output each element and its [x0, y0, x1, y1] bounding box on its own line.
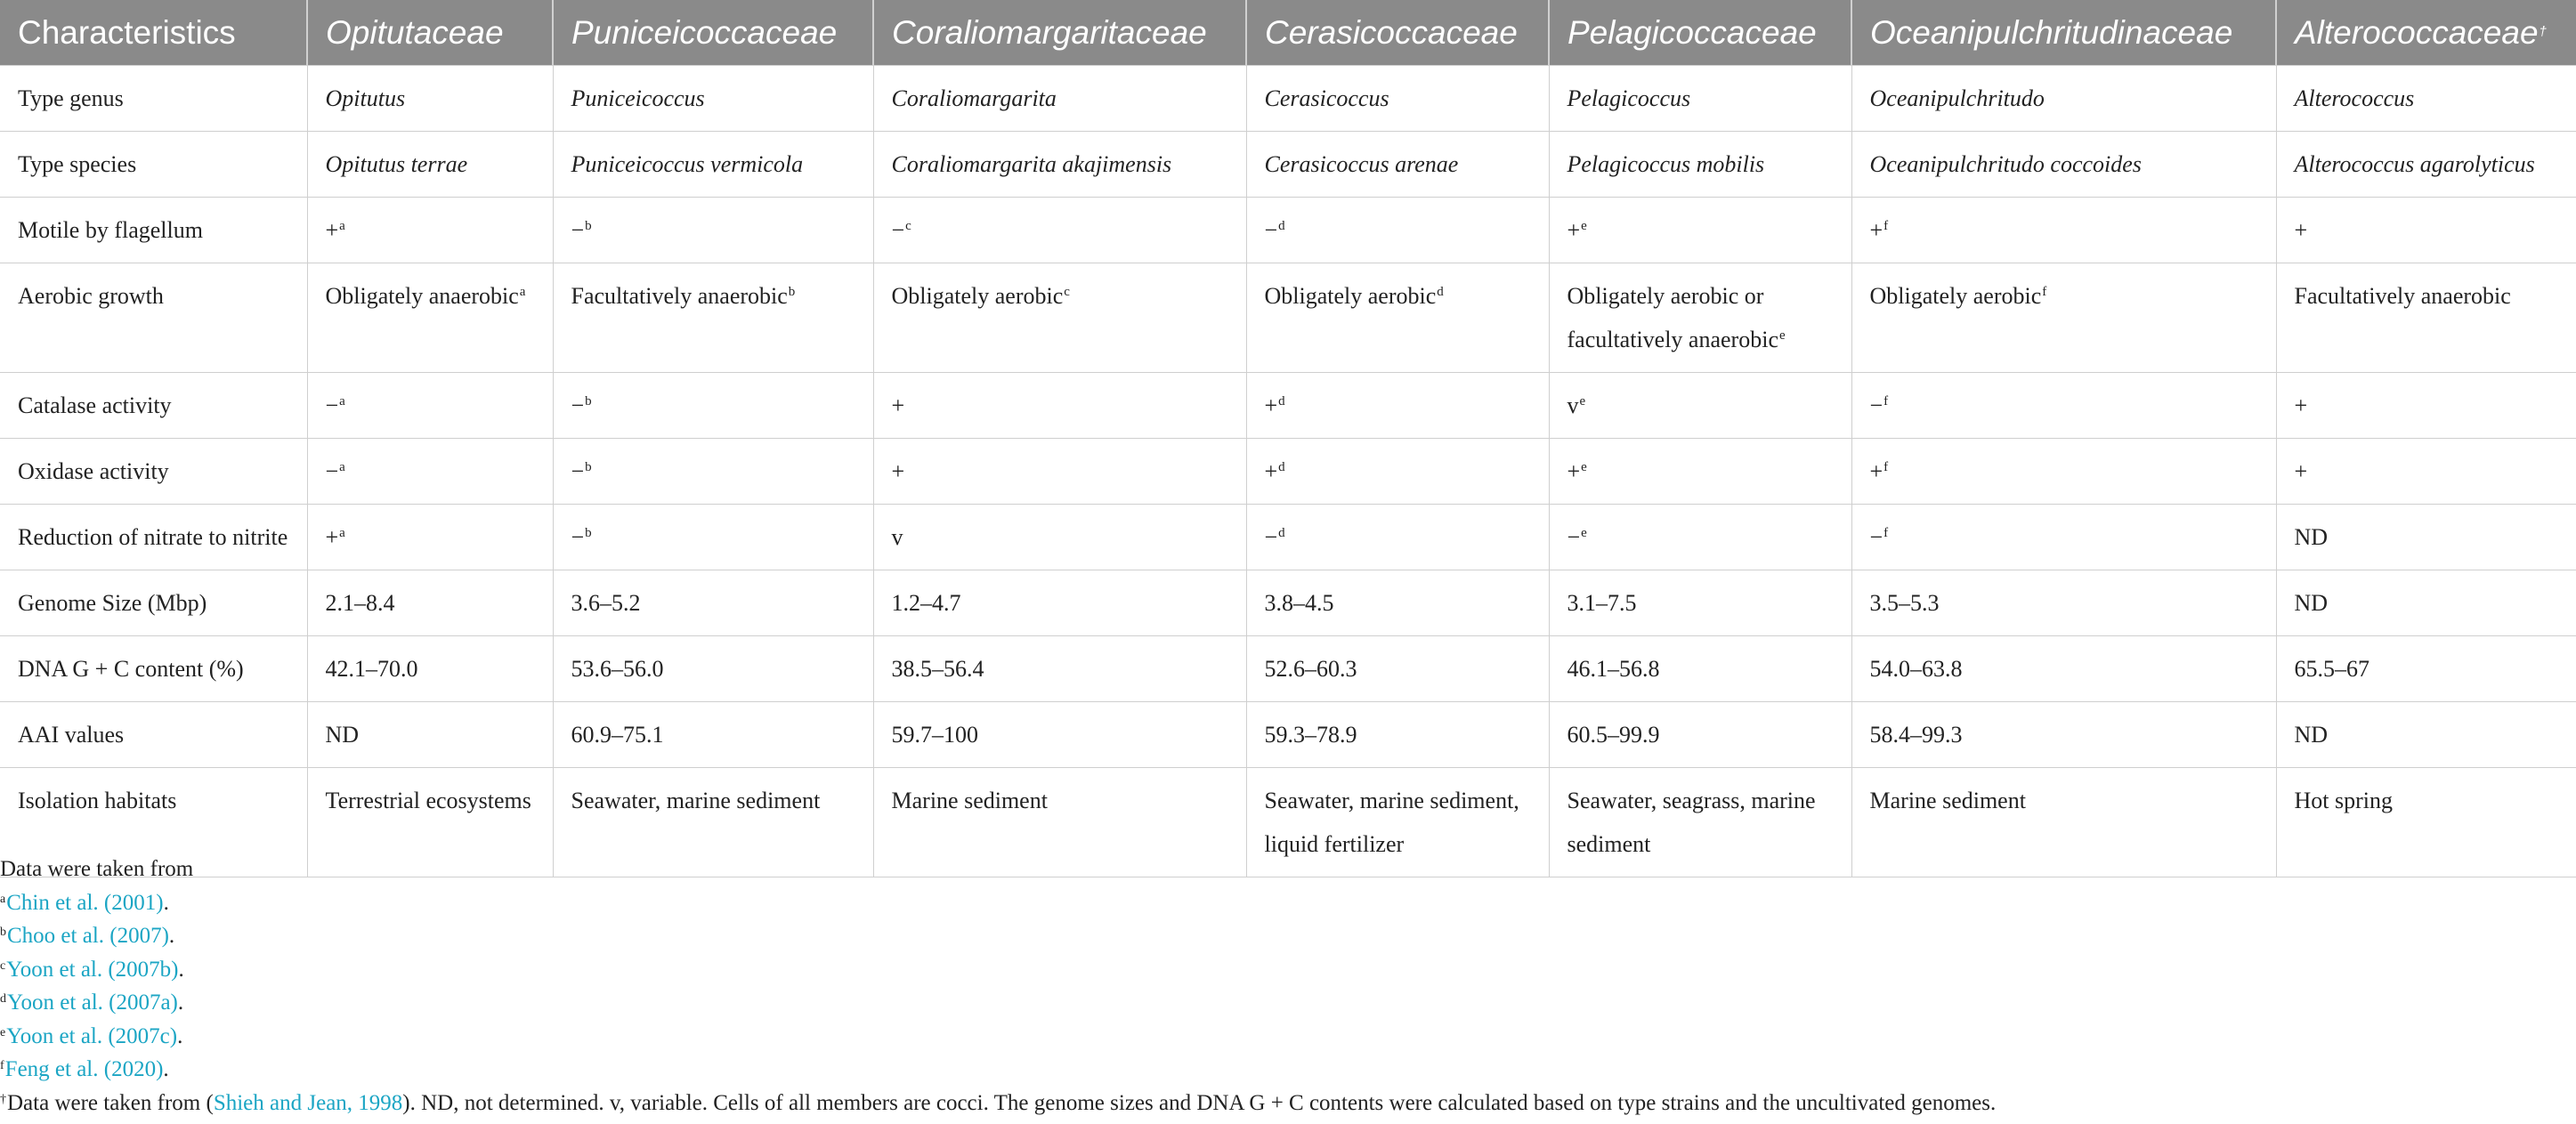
reference-mark: e: [0, 1025, 6, 1039]
cell-value: 3.1–7.5: [1567, 590, 1637, 616]
cell-footnote-mark: d: [1278, 460, 1285, 474]
table-cell: [553, 198, 873, 263]
cell-value: 42.1–70.0: [325, 656, 418, 682]
cell-value: ND: [2294, 590, 2329, 616]
table-cell: [307, 636, 553, 702]
table-cell: [2276, 570, 2576, 636]
cell-value: Cerasicoccus: [1264, 85, 1389, 111]
table-cell: [307, 570, 553, 636]
cell-value: Facultatively anaerobic: [571, 283, 788, 309]
cell-value: +: [2294, 458, 2308, 484]
cell-value: Opitutus terrae: [325, 151, 468, 177]
table-cell: [1549, 702, 1851, 768]
cell-value: 38.5–56.4: [891, 656, 984, 682]
table-cell: [1851, 439, 2276, 505]
footnote-reference: [0, 919, 1996, 953]
table-row: [0, 505, 2576, 570]
header-footnote-mark: †: [2539, 23, 2547, 39]
table-cell: [873, 702, 1246, 768]
reference-mark: a: [0, 892, 6, 906]
table-cell: [1851, 570, 2276, 636]
header-family-5: [1549, 0, 1851, 66]
cell-value: 58.4–99.3: [1869, 722, 1963, 748]
cell-footnote-mark: a: [339, 394, 345, 408]
cell-value: Facultatively anaerobic: [2294, 283, 2511, 309]
table-row: [0, 439, 2576, 505]
cell-value: −: [1869, 524, 1883, 550]
row-label: Oxidase activity: [0, 439, 307, 505]
table-cell: [553, 132, 873, 198]
cell-value: Seawater, marine sediment: [571, 788, 821, 813]
table-cell: [1246, 636, 1549, 702]
cell-footnote-mark: a: [339, 219, 345, 233]
table-cell: [1549, 66, 1851, 132]
cell-value: −: [325, 392, 339, 418]
cell-value: 2.1–8.4: [325, 590, 395, 616]
cell-value: Puniceicoccus: [571, 85, 705, 111]
cell-value: −: [571, 217, 585, 243]
cell-value: −: [571, 392, 585, 418]
row-label: Type genus: [0, 66, 307, 132]
table-cell: [1549, 263, 1851, 373]
table-cell: [553, 263, 873, 373]
table-cell: [873, 198, 1246, 263]
table-cell: [1246, 702, 1549, 768]
row-label: Reduction of nitrate to nitrite: [0, 505, 307, 570]
cell-value: 60.9–75.1: [571, 722, 664, 748]
dagger-citation-link[interactable]: Shieh and Jean, 1998: [213, 1090, 403, 1115]
cell-value: +: [1567, 217, 1581, 243]
dagger-mark: †: [0, 1092, 6, 1106]
table-cell: [307, 505, 553, 570]
cell-footnote-mark: e: [1581, 526, 1587, 540]
table-cell: [1549, 636, 1851, 702]
header-label: Pelagicoccaceae: [1567, 13, 1817, 51]
cell-value: +: [325, 524, 339, 550]
table-cell: [307, 198, 553, 263]
table-cell: [307, 66, 553, 132]
cell-footnote-mark: d: [1278, 219, 1285, 233]
cell-footnote-mark: e: [1581, 460, 1587, 474]
reference-mark: d: [0, 992, 6, 1006]
table-cell: [1549, 439, 1851, 505]
table-cell: [873, 570, 1246, 636]
cell-value: Obligately aerobic or facultatively anaerobic: [1567, 283, 1778, 352]
cell-footnote-mark: a: [339, 526, 345, 540]
cell-value: −: [1567, 524, 1581, 550]
cell-footnote-mark: f: [1883, 526, 1889, 540]
footnote-reference: [0, 986, 1996, 1020]
cell-value: +: [1869, 217, 1883, 243]
cell-footnote-mark: d: [1278, 394, 1285, 408]
row-label: DNA G + C content (%): [0, 636, 307, 702]
table-body: [0, 66, 2576, 877]
cell-footnote-mark: b: [585, 219, 592, 233]
cell-value: Seawater, marine sediment, liquid fertilizer: [1264, 788, 1519, 857]
cell-value: +: [1264, 458, 1278, 484]
table-cell: [553, 373, 873, 439]
cell-value: +: [2294, 392, 2308, 418]
table-cell: [873, 373, 1246, 439]
table-cell: [1851, 132, 2276, 198]
table-cell: [2276, 66, 2576, 132]
cell-value: 1.2–4.7: [891, 590, 961, 616]
cell-value: Obligately aerobic: [1869, 283, 2042, 309]
table-cell: [2276, 263, 2576, 373]
table-cell: [1549, 505, 1851, 570]
cell-value: v: [891, 524, 903, 550]
cell-value: +: [891, 392, 905, 418]
cell-value: 59.3–78.9: [1264, 722, 1357, 748]
cell-value: 3.6–5.2: [571, 590, 641, 616]
cell-value: −: [325, 458, 339, 484]
table-cell: [873, 66, 1246, 132]
table-cell: [1549, 373, 1851, 439]
cell-footnote-mark: e: [1579, 394, 1586, 408]
cell-footnote-mark: b: [585, 460, 592, 474]
table-cell: [1246, 198, 1549, 263]
cell-value: 60.5–99.9: [1567, 722, 1660, 748]
cell-value: +: [891, 458, 905, 484]
header-label: Alterococcaceae: [2295, 13, 2539, 51]
table-cell: [553, 439, 873, 505]
table-row: [0, 636, 2576, 702]
header-label: Puniceicoccaceae: [571, 13, 838, 51]
cell-value: 3.5–5.3: [1869, 590, 1940, 616]
cell-footnote-mark: b: [585, 526, 592, 540]
table-cell: [1246, 570, 1549, 636]
row-label: Isolation habitats: [0, 768, 307, 877]
table-row: [0, 132, 2576, 198]
cell-footnote-mark: b: [788, 285, 796, 299]
table-cell: [553, 66, 873, 132]
cell-value: Marine sediment: [1869, 788, 2026, 813]
cell-value: Opitutus: [325, 85, 406, 111]
table-cell: [1246, 132, 1549, 198]
table-cell: [2276, 702, 2576, 768]
table-cell: [307, 132, 553, 198]
table-cell: [1851, 263, 2276, 373]
cell-value: 59.7–100: [891, 722, 978, 748]
table-cell: [873, 636, 1246, 702]
table-cell: [873, 132, 1246, 198]
cell-value: 46.1–56.8: [1567, 656, 1660, 682]
header-label: Opitutaceae: [326, 13, 504, 51]
cell-footnote-mark: f: [2042, 285, 2047, 299]
cell-value: Alterococcus agarolyticus: [2294, 151, 2535, 177]
table-cell: [1246, 505, 1549, 570]
table-cell: [1549, 570, 1851, 636]
header-family-6: [1851, 0, 2276, 66]
table-cell: [1851, 505, 2276, 570]
cell-footnote-mark: f: [1883, 219, 1889, 233]
table-cell: [1246, 66, 1549, 132]
cell-value: ND: [325, 722, 360, 748]
cell-footnote-mark: c: [905, 219, 911, 233]
table-cell: [307, 702, 553, 768]
cell-value: −: [1869, 392, 1883, 418]
cell-footnote-mark: d: [1278, 526, 1285, 540]
header-label: Coraliomargaritaceae: [892, 13, 1207, 51]
header-label: Cerasicoccaceae: [1265, 13, 1518, 51]
cell-value: +: [1567, 458, 1581, 484]
table-cell: [553, 570, 873, 636]
cell-value: Coraliomargarita akajimensis: [891, 151, 1172, 177]
cell-footnote-mark: e: [1778, 328, 1786, 343]
footnote-reference: [0, 953, 1996, 987]
cell-value: 3.8–4.5: [1264, 590, 1334, 616]
citation-link[interactable]: Yoon et al. (2007c): [6, 1023, 178, 1048]
table-cell: [2276, 636, 2576, 702]
citation-link[interactable]: Feng et al. (2020): [4, 1057, 164, 1081]
cell-value: −: [891, 217, 905, 243]
cell-value: v: [1567, 392, 1579, 418]
header-label: Oceanipulchritudinaceae: [1870, 13, 2233, 51]
table-cell: [873, 439, 1246, 505]
cell-value: Obligately aerobic: [1264, 283, 1437, 309]
table-cell: [873, 263, 1246, 373]
cell-value: 65.5–67: [2294, 656, 2369, 682]
cell-value: −: [1264, 217, 1278, 243]
cell-value: 53.6–56.0: [571, 656, 664, 682]
header-family-2: [553, 0, 873, 66]
dagger-text-before: Data were taken from (: [7, 1090, 214, 1115]
cell-footnote-mark: e: [1581, 219, 1587, 233]
cell-footnote-mark: d: [1437, 285, 1444, 299]
cell-value: 54.0–63.8: [1869, 656, 1963, 682]
header-label: Characteristics: [18, 13, 236, 51]
table-cell: [2276, 439, 2576, 505]
table-row: [0, 702, 2576, 768]
table-cell: [2276, 198, 2576, 263]
reference-end: .: [177, 991, 184, 1015]
cell-value: Terrestrial ecosystems: [325, 788, 531, 813]
footnote-intro: Data were taken from: [0, 857, 194, 881]
row-label: Genome Size (Mbp): [0, 570, 307, 636]
footnote-dagger: [0, 1087, 1996, 1120]
table-cell: [1246, 263, 1549, 373]
reference-end: .: [178, 957, 184, 982]
cell-value: +: [2294, 217, 2308, 243]
reference-mark: b: [0, 926, 6, 939]
cell-value: +: [325, 217, 339, 243]
cell-footnote-mark: a: [339, 460, 345, 474]
cell-value: +: [1869, 458, 1883, 484]
cell-value: Puniceicoccus vermicola: [571, 151, 804, 177]
table-cell: [1549, 132, 1851, 198]
cell-footnote-mark: a: [519, 285, 526, 299]
header-family-1: [307, 0, 553, 66]
cell-value: ND: [2294, 524, 2329, 550]
cell-value: Marine sediment: [891, 788, 1048, 813]
cell-value: ND: [2294, 722, 2329, 748]
row-label: Type species: [0, 132, 307, 198]
cell-footnote-mark: f: [1883, 460, 1889, 474]
table-row: [0, 373, 2576, 439]
reference-mark: f: [0, 1059, 4, 1072]
footnote-reference: [0, 886, 1996, 920]
table-cell: [1851, 198, 2276, 263]
header-characteristics: [0, 0, 307, 66]
table-cell: [553, 636, 873, 702]
row-label: Catalase activity: [0, 373, 307, 439]
reference-end: .: [177, 1023, 183, 1048]
dagger-text-after: ). ND, not determined. v, variable. Cells of all members are cocci. The genome sizes and DNA G + C contents were calculated based on type strains and the uncultivated genomes.: [402, 1090, 1997, 1115]
cell-footnote-mark: b: [585, 394, 592, 408]
table-cell: [307, 373, 553, 439]
table-header: [0, 0, 2576, 66]
cell-footnote-mark: c: [1064, 285, 1070, 299]
cell-value: −: [571, 524, 585, 550]
table-cell: [2276, 768, 2576, 877]
table-cell: [1851, 636, 2276, 702]
table-cell: [873, 505, 1246, 570]
header-family-7: [2276, 0, 2576, 66]
table-row: [0, 66, 2576, 132]
reference-end: .: [163, 1057, 169, 1081]
cell-value: Seawater, seagrass, marine sediment: [1567, 788, 1816, 857]
table-cell: [1246, 439, 1549, 505]
row-label: Aerobic growth: [0, 263, 307, 373]
table-cell: [1851, 373, 2276, 439]
table-cell: [2276, 132, 2576, 198]
citation-link[interactable]: Choo et al. (2007): [7, 924, 169, 948]
cell-value: Obligately aerobic: [891, 283, 1064, 309]
table-cell: [553, 505, 873, 570]
table-cell: [307, 439, 553, 505]
footnote-reference: [0, 1020, 1996, 1054]
cell-value: Pelagicoccus mobilis: [1567, 151, 1765, 177]
table-row: [0, 263, 2576, 373]
table-row: [0, 198, 2576, 263]
cell-value: −: [571, 458, 585, 484]
cell-value: Coraliomargarita: [891, 85, 1057, 111]
row-label: AAI values: [0, 702, 307, 768]
cell-value: Oceanipulchritudo: [1869, 85, 2045, 111]
table-cell: [2276, 373, 2576, 439]
table-cell: [1549, 198, 1851, 263]
header-family-4: [1246, 0, 1549, 66]
reference-end: .: [163, 890, 169, 915]
table-cell: [1246, 373, 1549, 439]
table-row: [0, 570, 2576, 636]
cell-value: Hot spring: [2294, 788, 2393, 813]
reference-mark: c: [0, 958, 6, 973]
table-cell: [307, 263, 553, 373]
cell-value: Obligately anaerobic: [325, 283, 519, 309]
header-family-3: [873, 0, 1246, 66]
cell-value: Pelagicoccus: [1567, 85, 1691, 111]
reference-end: .: [168, 924, 175, 948]
footnotes: [0, 853, 1996, 1120]
cell-value: Cerasicoccus arenae: [1264, 151, 1459, 177]
table-cell: [1851, 66, 2276, 132]
table-cell: [2276, 505, 2576, 570]
table-cell: [553, 702, 873, 768]
cell-footnote-mark: f: [1883, 394, 1889, 408]
reference-list: [0, 886, 1996, 1087]
cell-value: +: [1264, 392, 1278, 418]
citation-link[interactable]: Yoon et al. (2007a): [7, 991, 178, 1015]
citation-link[interactable]: Yoon et al. (2007b): [6, 957, 179, 982]
footnote-reference: [0, 1053, 1996, 1087]
cell-value: Alterococcus: [2294, 85, 2415, 111]
table-cell: [1851, 702, 2276, 768]
row-label: Motile by flagellum: [0, 198, 307, 263]
cell-value: Oceanipulchritudo coccoides: [1869, 151, 2142, 177]
citation-link[interactable]: Chin et al. (2001): [6, 890, 164, 915]
cell-value: 52.6–60.3: [1264, 656, 1357, 682]
header-row: [0, 0, 2576, 66]
cell-value: −: [1264, 524, 1278, 550]
